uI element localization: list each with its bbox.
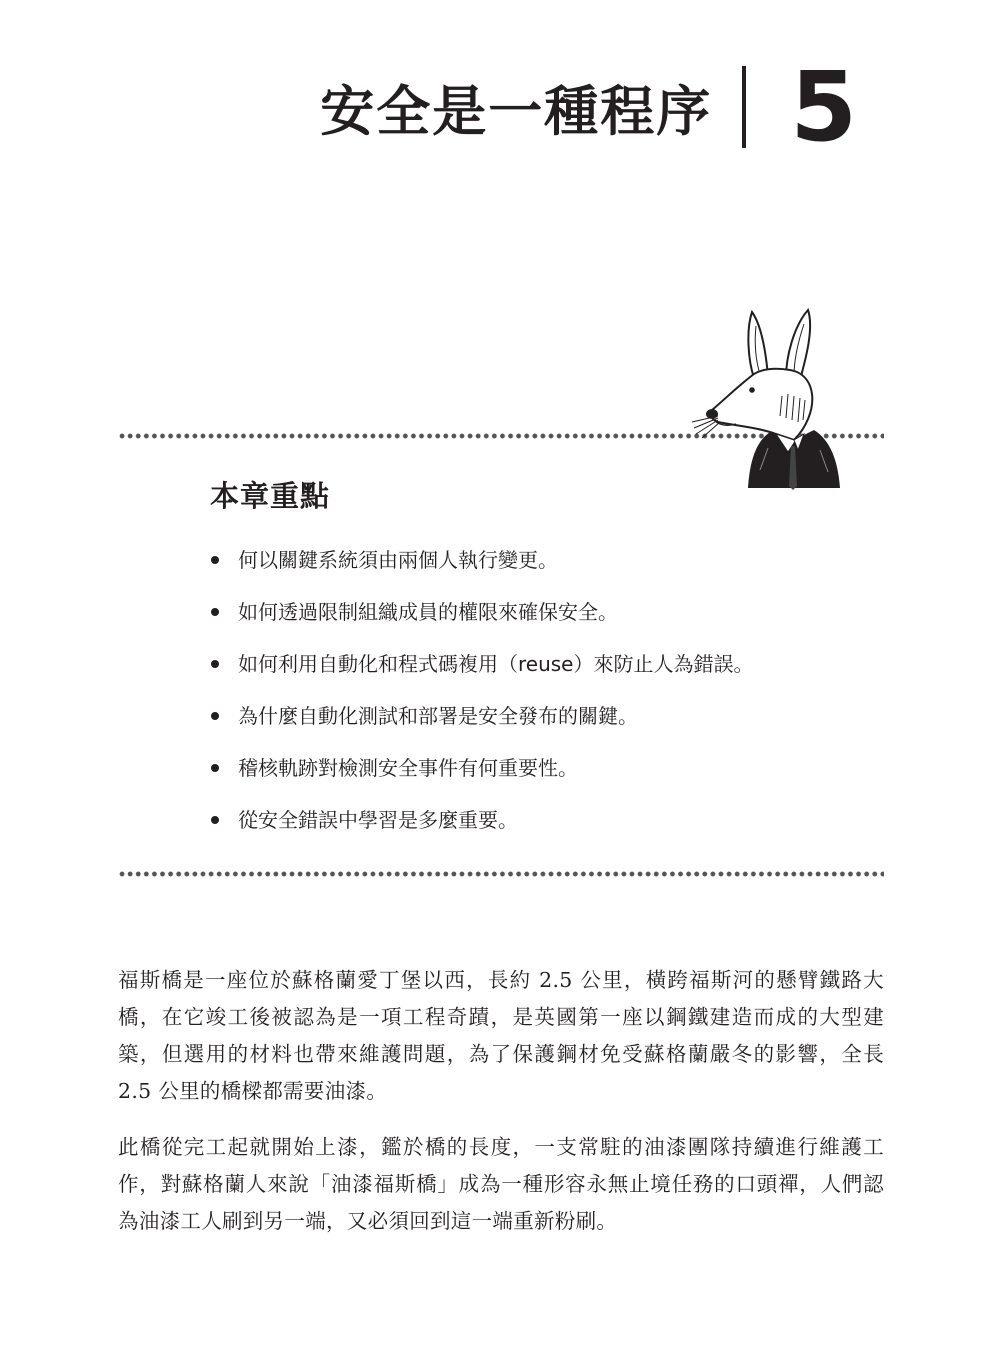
body-paragraph: 此橋從完工起就開始上漆，鑑於橋的長度，一支常駐的油漆團隊持續進行維護工作，對蘇格蘭人來說「油漆福斯橋」成為一種形容永無止境任務的口頭禪，人們認為油漆工人刷到另一端，又必須回到這一端重新粉刷。: [118, 1135, 884, 1233]
bullet-icon: [211, 712, 219, 720]
rabbit-in-suit-illustration: [690, 300, 850, 495]
bullet-icon: [211, 556, 219, 564]
list-item-text: 如何利用自動化和程式碼複用（reuse）來防止人為錯誤。: [238, 652, 754, 676]
list-item: [210, 748, 754, 800]
chapter-title: 安全是一種程序: [320, 79, 713, 143]
list-item: [210, 540, 754, 592]
highlights-list: [210, 540, 754, 852]
list-item: [210, 592, 754, 644]
chapter-number: 5: [790, 51, 857, 163]
list-item-text: 如何透過限制組織成員的權限來確保安全。: [238, 600, 618, 624]
list-item-text: 稽核軌跡對檢測安全事件有何重要性。: [238, 756, 578, 780]
chapter-header: [320, 51, 857, 163]
bullet-icon: [211, 660, 219, 668]
list-item: [210, 800, 754, 852]
bullet-icon: [211, 608, 219, 616]
bullet-icon: [211, 816, 219, 824]
list-item: [210, 696, 754, 748]
list-item-text: 何以關鍵系統須由兩個人執行變更。: [238, 548, 558, 572]
list-item-text: 從安全錯誤中學習是多麼重要。: [238, 808, 518, 832]
list-item: [210, 644, 754, 696]
chapter-divider: [742, 66, 746, 148]
body-paragraph: 福斯橋是一座位於蘇格蘭愛丁堡以西，長約 2.5 公里，橫跨福斯河的懸臂鐵路大橋，在它竣工後被認為是一項工程奇蹟，是英國第一座以鋼鐵建造而成的大型建築，但選用的材料也帶來維護問題，為了保護鋼材免受蘇格蘭嚴冬的影響，全長 2.5 公里的橋樑都需要油漆。: [118, 968, 884, 1103]
list-item-text: 為什麼自動化測試和部署是安全發布的關鍵。: [238, 704, 638, 728]
dotted-divider-bottom: [118, 871, 884, 877]
bullet-icon: [211, 764, 219, 772]
highlights-heading: 本章重點: [210, 479, 331, 513]
